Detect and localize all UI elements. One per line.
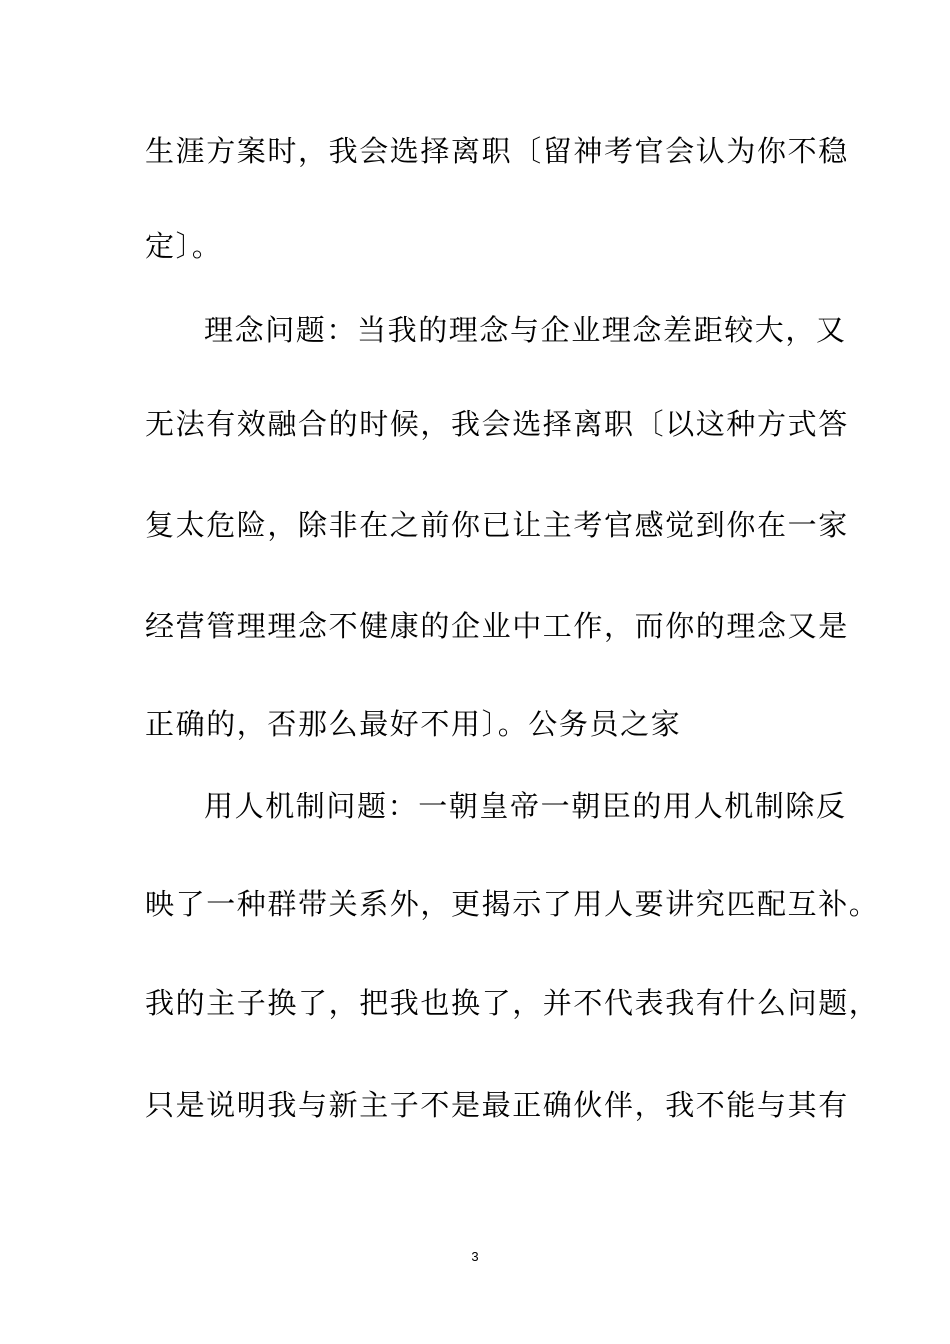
paragraph-line: 无法有效融合的时候，我会选择离职〔以这种方式答 (145, 407, 849, 441)
paragraph-line: 我的主子换了，把我也换了，并不代表我有什么问题， (145, 986, 880, 1020)
paragraph-line: 理念问题：当我的理念与企业理念差距较大，又 (204, 313, 847, 347)
paragraph-line: 用人机制问题：一朝皇帝一朝臣的用人机制除反 (204, 789, 847, 823)
paragraph-line: 复太危险，除非在之前你已让主考官感觉到你在一家 (145, 508, 849, 542)
page-number: 3 (471, 1249, 479, 1264)
paragraph-line: 映了一种群带关系外，更揭示了用人要讲究匹配互补。 (145, 887, 880, 921)
paragraph-line: 生涯方案时，我会选择离职〔留神考官会认为你不稳 (145, 134, 849, 168)
paragraph-line: 正确的，否那么最好不用〕。公务员之家 (145, 707, 682, 741)
paragraph-line: 经营管理理念不健康的企业中工作，而你的理念又是 (145, 609, 849, 643)
paragraph-line: 定〕。 (145, 229, 223, 263)
paragraph-line: 只是说明我与新主子不是最正确伙伴，我不能与其有 (145, 1088, 849, 1122)
